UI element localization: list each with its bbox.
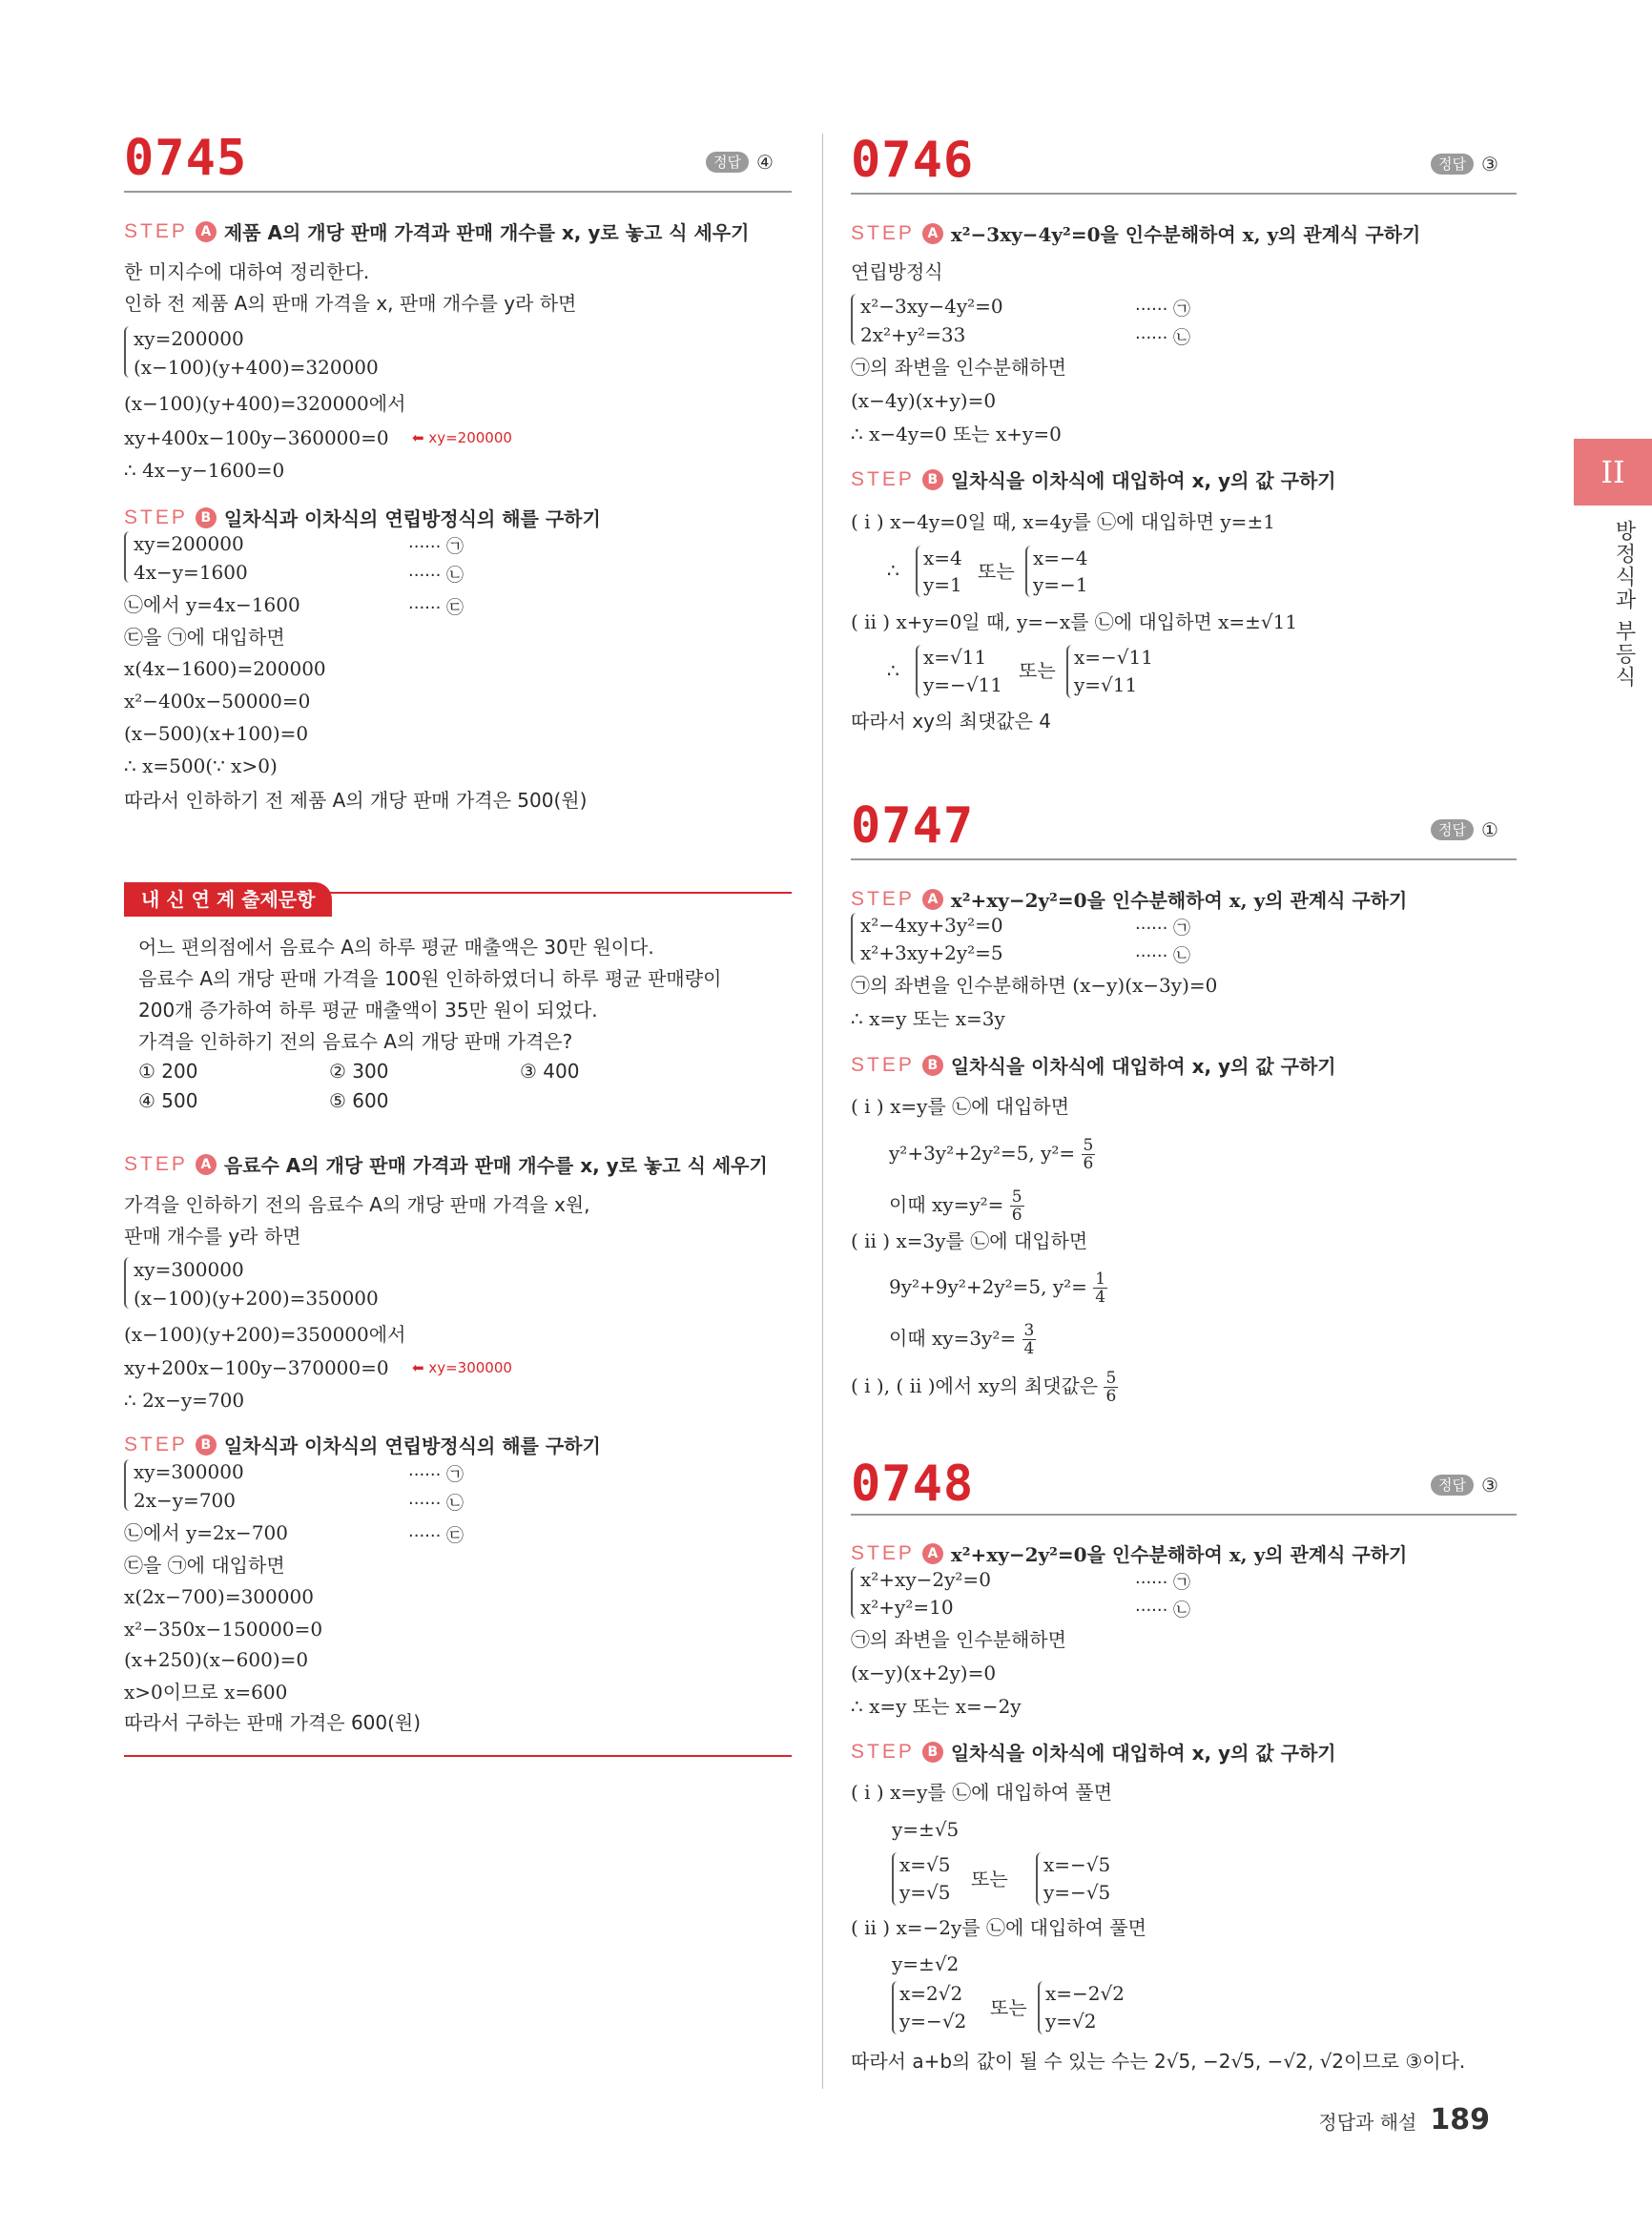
related-problem-banner: 내 신 연 계 출제문항 bbox=[124, 882, 332, 917]
fraction-line: y²+3y²+2y²=5, y²= $\frac{5}{6}$ bbox=[889, 1136, 1094, 1173]
conclusion: 따라서 인하하기 전 제품 A의 개당 판매 가격은 500(원) bbox=[124, 789, 588, 812]
column-divider bbox=[822, 134, 823, 2089]
equation: x=−√5 bbox=[1043, 1853, 1111, 1876]
question-line: 가격을 인하하기 전의 음료수 A의 개당 판매 가격은? bbox=[138, 1030, 573, 1053]
step-letter: B bbox=[922, 1742, 943, 1763]
equation: xy=300000 bbox=[134, 1258, 244, 1281]
equation-tag: ······ ㉡ bbox=[1135, 946, 1191, 966]
equation: x²−350x−150000=0 bbox=[124, 1618, 323, 1641]
problem-number: 0745 bbox=[124, 130, 248, 187]
text-line: ㉠의 좌변을 인수분해하면 bbox=[851, 1628, 1066, 1651]
equation: (x+250)(x−600)=0 bbox=[124, 1648, 309, 1671]
equation: (x−100)(y+200)=350000에서 bbox=[124, 1323, 406, 1346]
step-label: STEP bbox=[124, 1433, 188, 1456]
step-a-heading bbox=[851, 1539, 1407, 1567]
therefore: ∴ bbox=[887, 559, 899, 582]
answer-badge: 정답 bbox=[1431, 819, 1474, 840]
equation: 2x−y=700 bbox=[134, 1489, 236, 1512]
step-letter: A bbox=[196, 221, 217, 242]
text-line: ㉠의 좌변을 인수분해하면 bbox=[851, 356, 1066, 379]
case-line: ( i ) x−4y=0일 때, x=4y를 ㉡에 대입하면 y=±1 bbox=[851, 510, 1275, 533]
equation: (x−100)(y+200)=350000 bbox=[134, 1287, 379, 1310]
equation: y=√5 bbox=[899, 1881, 951, 1904]
equation: y=−√2 bbox=[899, 2010, 967, 2033]
step-letter: B bbox=[922, 1055, 943, 1076]
equation: (x−100)(y+400)=320000 bbox=[134, 356, 379, 379]
equation: y=√2 bbox=[1045, 2010, 1097, 2033]
equation: xy=200000 bbox=[134, 532, 244, 555]
system-brace bbox=[124, 531, 132, 583]
section-end-rule bbox=[124, 1755, 792, 1757]
or-text: 또는 bbox=[978, 560, 1015, 583]
case-line: ( i ) x=y를 ㉡에 대입하면 bbox=[851, 1095, 1070, 1118]
step-label: STEP bbox=[851, 1541, 915, 1564]
equation: y=±√2 bbox=[892, 1952, 960, 1975]
header-rule bbox=[851, 858, 1517, 860]
case-line: ( ii ) x=3y를 ㉡에 대입하면 bbox=[851, 1229, 1088, 1252]
step-title: 일차식을 이차식에 대입하여 x, y의 값 구하기 bbox=[950, 469, 1336, 492]
equation: 2x²+y²=33 bbox=[860, 323, 966, 346]
or-text: 또는 bbox=[990, 1996, 1027, 2019]
step-label: STEP bbox=[124, 1152, 188, 1175]
equation: x²+y²=10 bbox=[860, 1596, 954, 1619]
answer-mark: ① bbox=[1480, 818, 1498, 841]
step-b-heading bbox=[124, 504, 601, 531]
equation: x²+xy−2y²=0 bbox=[860, 1568, 991, 1591]
fraction-line: 이때 xy=y²= $\frac{5}{6}$ bbox=[889, 1187, 1022, 1225]
therefore: ∴ bbox=[887, 659, 899, 682]
step-a-heading bbox=[851, 885, 1407, 913]
step-title: 음료수 A의 개당 판매 가격과 판매 개수를 x, y로 놓고 식 세우기 bbox=[223, 1154, 768, 1177]
step-letter: A bbox=[922, 223, 943, 244]
equation-tag: ······ ㉠ bbox=[1135, 1573, 1191, 1593]
fraction-line: 9y²+9y²+2y²=5, y²= $\frac{1}{4}$ bbox=[889, 1270, 1106, 1307]
step-a-heading bbox=[851, 219, 1420, 247]
equation: (x−y)(x+2y)=0 bbox=[851, 1662, 997, 1684]
system-brace bbox=[892, 1852, 899, 1906]
equation: x=2√2 bbox=[899, 1982, 963, 2005]
equation: 4x−y=1600 bbox=[134, 561, 248, 584]
equation: x=4 bbox=[923, 547, 962, 569]
conclusion: 따라서 xy의 최댓값은 4 bbox=[851, 710, 1052, 733]
system-brace bbox=[1036, 1852, 1043, 1906]
answer bbox=[1431, 1474, 1498, 1497]
answer bbox=[1431, 153, 1498, 176]
equation: ∴ x−4y=0 또는 x+y=0 bbox=[851, 423, 1062, 445]
system-brace bbox=[124, 1257, 132, 1309]
header-rule bbox=[851, 193, 1517, 195]
problem-number: 0748 bbox=[851, 1456, 975, 1513]
problem-number: 0746 bbox=[851, 132, 975, 189]
step-title: x²+xy−2y²=0을 인수분해하여 x, y의 관계식 구하기 bbox=[950, 889, 1408, 912]
equation-tag: ······ ㉡ bbox=[408, 566, 465, 586]
chapter-title: 방정식과 부등식 bbox=[1612, 520, 1636, 689]
text-line: 연립방정식 bbox=[851, 260, 943, 283]
case-line: ( ii ) x=−2y를 ㉡에 대입하여 풀면 bbox=[851, 1916, 1146, 1939]
or-text: 또는 bbox=[1019, 659, 1056, 682]
answer-mark: ③ bbox=[1480, 1474, 1498, 1497]
answer-mark: ④ bbox=[755, 151, 774, 174]
step-letter: A bbox=[922, 1543, 943, 1564]
step-title: 일차식을 이차식에 대입하여 x, y의 값 구하기 bbox=[950, 1742, 1336, 1765]
step-b-heading bbox=[851, 465, 1336, 493]
equation: ∴ x=y 또는 x=3y bbox=[851, 1007, 1005, 1030]
equation: xy=300000 bbox=[134, 1460, 244, 1483]
equation: y=−√5 bbox=[1043, 1881, 1111, 1904]
page-number: 189 bbox=[1430, 2103, 1490, 2137]
step-label: STEP bbox=[124, 219, 188, 242]
system-brace bbox=[851, 294, 858, 345]
step-letter: A bbox=[196, 1154, 217, 1175]
system-brace bbox=[851, 1567, 858, 1619]
question-line: 음료수 A의 개당 판매 가격을 100원 인하하였더니 하루 평균 판매량이 bbox=[138, 967, 722, 990]
text-line: ㉢을 ㉠에 대입하면 bbox=[124, 1554, 285, 1577]
equation-tag: ······ ㉡ bbox=[1135, 1600, 1191, 1621]
step-title: 일차식을 이차식에 대입하여 x, y의 값 구하기 bbox=[950, 1055, 1336, 1078]
equation-tag: ······ ㉠ bbox=[1135, 919, 1191, 939]
equation: x²−400x−50000=0 bbox=[124, 690, 311, 712]
equation: y=1 bbox=[923, 573, 962, 596]
equation: x=√11 bbox=[923, 646, 987, 669]
equation: y=−1 bbox=[1033, 573, 1088, 596]
step-letter: B bbox=[196, 507, 217, 528]
header-rule bbox=[851, 1514, 1517, 1516]
equation: x(2x−700)=300000 bbox=[124, 1585, 314, 1608]
footer-label: 정답과 해설 bbox=[1318, 2111, 1417, 2134]
margin-note: ⬅ xy=200000 bbox=[412, 429, 512, 446]
equation-tag: ······ ㉢ bbox=[408, 1526, 465, 1546]
equation-tag: ······ ㉠ bbox=[1135, 299, 1191, 320]
text-line: 한 미지수에 대하여 정리한다. bbox=[124, 260, 370, 283]
step-title: 일차식과 이차식의 연립방정식의 해를 구하기 bbox=[223, 507, 601, 530]
system-brace bbox=[916, 546, 923, 597]
equation: (x−500)(x+100)=0 bbox=[124, 722, 309, 745]
step-b-heading bbox=[851, 1051, 1336, 1079]
equation: ㉠의 좌변을 인수분해하면 (x−y)(x−3y)=0 bbox=[851, 974, 1218, 997]
equation: x²+3xy+2y²=5 bbox=[860, 941, 1003, 964]
equation-tag: ······ ㉡ bbox=[408, 1494, 465, 1514]
answer bbox=[706, 151, 774, 174]
header-rule bbox=[124, 191, 792, 193]
fraction-line: 이때 xy=3y²= $\frac{3}{4}$ bbox=[889, 1321, 1035, 1358]
system-brace bbox=[124, 326, 132, 378]
equation-tag: ······ ㉡ bbox=[1135, 328, 1191, 348]
fraction-line: ( i ), ( ii )에서 xy의 최댓값은 $\frac{5}{6}$ bbox=[851, 1369, 1117, 1406]
equation: y=√11 bbox=[1074, 673, 1138, 696]
equation: ∴ 4x−y−1600=0 bbox=[124, 459, 285, 482]
equation-tag: ······ ㉠ bbox=[408, 1465, 465, 1485]
question-line: 어느 편의점에서 음료수 A의 하루 평균 매출액은 30만 원이다. bbox=[138, 936, 654, 959]
text-line: ㉢을 ㉠에 대입하면 bbox=[124, 626, 285, 649]
step-label: STEP bbox=[851, 467, 915, 490]
equation: x=√5 bbox=[899, 1853, 951, 1876]
equation: xy=200000 bbox=[134, 327, 244, 350]
equation: ㉡에서 y=4x−1600 bbox=[124, 593, 300, 616]
step-b-heading bbox=[851, 1738, 1336, 1765]
choice: ⑤ 600 bbox=[329, 1089, 389, 1112]
choice: ③ 400 bbox=[520, 1060, 580, 1083]
conclusion: 따라서 구하는 판매 가격은 600(원) bbox=[124, 1711, 422, 1734]
step-title: 일차식과 이차식의 연립방정식의 해를 구하기 bbox=[223, 1435, 601, 1457]
answer-badge: 정답 bbox=[706, 152, 749, 173]
equation: x²−4xy+3y²=0 bbox=[860, 914, 1003, 937]
equation-tag: ······ ㉠ bbox=[408, 537, 465, 557]
equation: x(4x−1600)=200000 bbox=[124, 657, 326, 680]
chapter-tab: II bbox=[1574, 439, 1652, 506]
system-brace bbox=[851, 913, 858, 964]
text-line: 판매 개수를 y라 하면 bbox=[124, 1225, 301, 1248]
equation: ∴ x=500(∵ x>0) bbox=[124, 754, 278, 777]
case-line: ( ii ) x+y=0일 때, y=−x를 ㉡에 대입하면 x=±√11 bbox=[851, 610, 1298, 633]
equation: xy+400x−100y−360000=0 bbox=[124, 426, 389, 449]
step-letter: B bbox=[922, 469, 943, 490]
system-brace bbox=[916, 645, 923, 698]
equation: y=−√11 bbox=[923, 673, 1003, 696]
answer bbox=[1431, 818, 1498, 841]
step-title: x²+xy−2y²=0을 인수분해하여 x, y의 관계식 구하기 bbox=[950, 1543, 1408, 1566]
step-b-heading bbox=[124, 1431, 601, 1458]
choice: ① 200 bbox=[138, 1060, 198, 1083]
problem-number: 0747 bbox=[851, 797, 975, 855]
page-footer bbox=[1318, 2103, 1490, 2137]
conclusion: 따라서 a+b의 값이 될 수 있는 수는 2√5, −2√5, −√2, √2이므로 ③이다. bbox=[851, 2050, 1466, 2073]
text-line: 가격을 인하하기 전의 음료수 A의 개당 판매 가격을 x원, bbox=[124, 1193, 590, 1216]
equation: ㉡에서 y=2x−700 bbox=[124, 1521, 288, 1544]
equation: y=±√5 bbox=[892, 1818, 960, 1841]
system-brace bbox=[124, 1459, 132, 1511]
text-line: 인하 전 제품 A의 판매 가격을 x, 판매 개수를 y라 하면 bbox=[124, 292, 577, 315]
step-label: STEP bbox=[851, 1053, 915, 1076]
question-line: 200개 증가하여 하루 평균 매출액이 35만 원이 되었다. bbox=[138, 999, 598, 1022]
equation: (x−100)(y+400)=320000에서 bbox=[124, 392, 406, 415]
equation: xy+200x−100y−370000=0 bbox=[124, 1356, 389, 1379]
or-text: 또는 bbox=[971, 1868, 1008, 1890]
margin-note: ⬅ xy=300000 bbox=[412, 1359, 512, 1376]
equation: ∴ 2x−y=700 bbox=[124, 1389, 245, 1412]
step-title: 제품 A의 개당 판매 가격과 판매 개수를 x, y로 놓고 식 세우기 bbox=[223, 221, 750, 244]
answer-mark: ③ bbox=[1480, 153, 1498, 176]
step-label: STEP bbox=[851, 221, 915, 244]
system-brace bbox=[1066, 645, 1074, 698]
step-label: STEP bbox=[851, 1740, 915, 1763]
equation: x²−3xy−4y²=0 bbox=[860, 295, 1003, 318]
system-brace bbox=[892, 1981, 899, 2034]
step-a-heading bbox=[124, 217, 750, 245]
step-a-heading bbox=[124, 1150, 768, 1178]
step-title: x²−3xy−4y²=0을 인수분해하여 x, y의 관계식 구하기 bbox=[950, 223, 1421, 246]
system-brace bbox=[1025, 546, 1033, 597]
choice: ④ 500 bbox=[138, 1089, 198, 1112]
equation-tag: ······ ㉢ bbox=[408, 598, 465, 618]
step-letter: A bbox=[922, 889, 943, 910]
step-letter: B bbox=[196, 1435, 217, 1456]
equation: x=−2√2 bbox=[1045, 1982, 1125, 2005]
equation: (x−4y)(x+y)=0 bbox=[851, 389, 997, 412]
step-label: STEP bbox=[851, 887, 915, 910]
answer-badge: 정답 bbox=[1431, 154, 1474, 175]
equation: x=−√11 bbox=[1074, 646, 1153, 669]
choice: ② 300 bbox=[329, 1060, 389, 1083]
system-brace bbox=[1038, 1981, 1045, 2034]
case-line: ( i ) x=y를 ㉡에 대입하여 풀면 bbox=[851, 1781, 1113, 1804]
equation: x=−4 bbox=[1033, 547, 1088, 569]
step-label: STEP bbox=[124, 506, 188, 528]
equation: x>0이므로 x=600 bbox=[124, 1681, 288, 1703]
equation: ∴ x=y 또는 x=−2y bbox=[851, 1695, 1022, 1718]
answer-badge: 정답 bbox=[1431, 1475, 1474, 1496]
